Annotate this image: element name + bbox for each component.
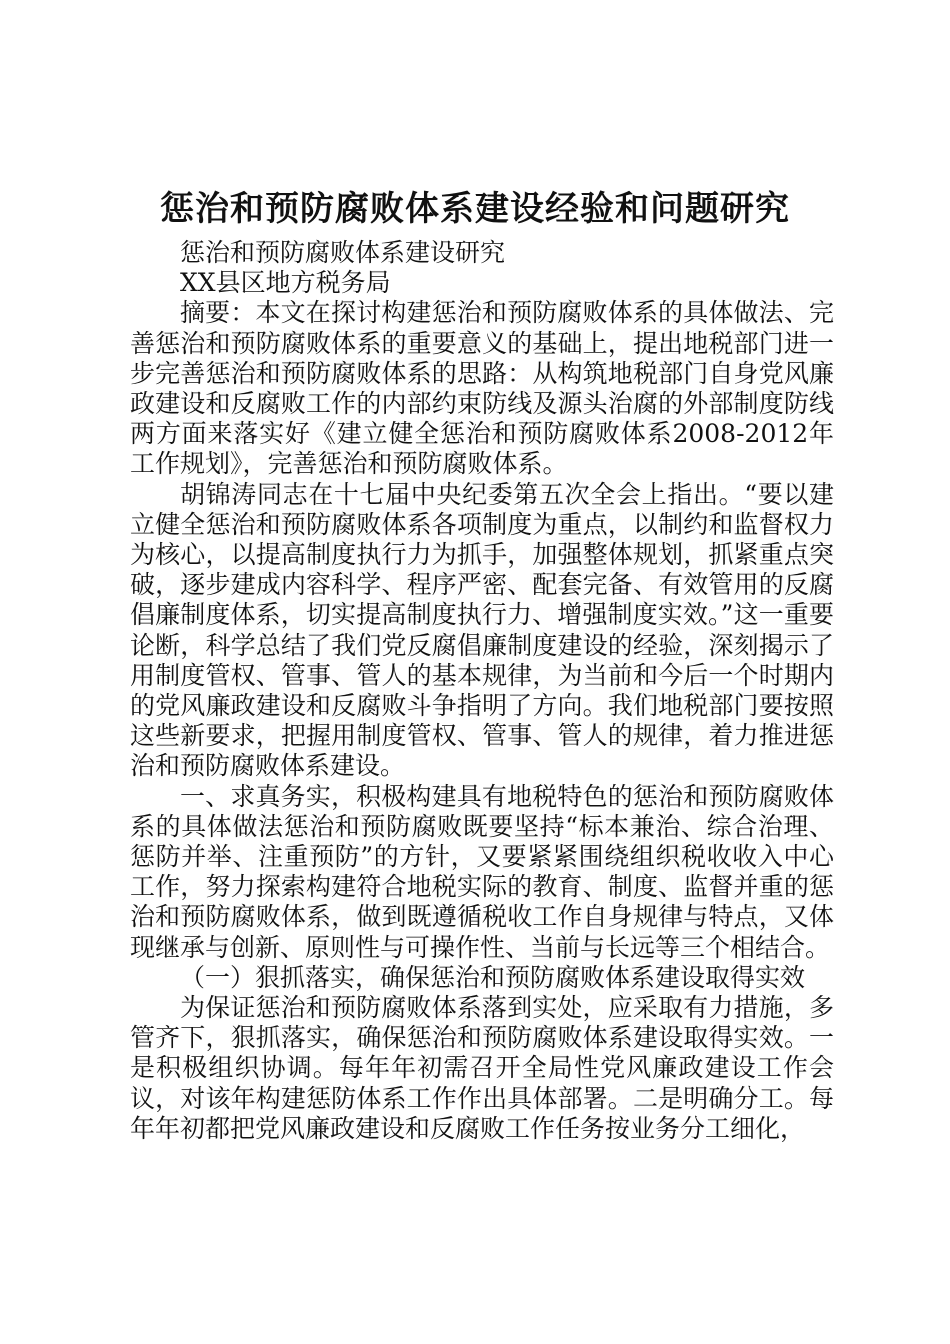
body-paragraph: 为保证惩治和预防腐败体系落到实处，应采取有力措施，多管齐下，狠抓落实，确保惩治和预防腐败体系建设取得实效。一是积极组织协调。每年年初需召开全局性党风廉政建设工作会议，对该年构建惩防体系工作作出具体部署。二是明确分工。每年年初都把党风廉政建设和反腐败工作任务按业务分工细化， [130,993,834,1143]
author-paragraph: XX县区地方税务局 [180,268,391,298]
document-title: 惩治和预防腐败体系建设经验和问题研究 [160,189,790,229]
section-paragraph: 一、求真务实，积极构建具有地税特色的惩治和预防腐败体系的具体做法惩治和预防腐败既要坚持“标本兼治、综合治理、惩防并举、注重预防”的方针，又要紧紧围绕组织税收收入中心工作，努力探索构建符合地税实际的教育、制度、监督并重的惩治和预防腐败体系，做到既遵循税收工作自身规律与特点，又体现继承与创新、原则性与可操作性、当前与长远等三个相结合。 [130,781,834,962]
subtitle-paragraph: 惩治和预防腐败体系建设研究 [180,238,506,267]
body-paragraph: 胡锦涛同志在十七届中央纪委第五次全会上指出。“要以建立健全惩治和预防腐败体系各项制度为重点，以制约和监督权力为核心，以提高制度执行力为抓手，加强整体规划，抓紧重点突破，逐步建成内容科学、程序严密、配套完备、有效管用的反腐倡廉制度体系，切实提高制度执行力、增强制度实效。”这一重要论断，科学总结了我们党反腐倡廉制度建设的经验，深刻揭示了用制度管权、管事、管人的基本规律，为当前和今后一个时期内的党风廉政建设和反腐败斗争指明了方向。我们地税部门要按照这些新要求，把握用制度管权、管事、管人的规律，着力推进惩治和预防腐败体系建设。 [130,479,834,781]
subsection-heading: （一）狠抓落实，确保惩治和预防腐败体系建设取得实效 [180,962,806,992]
document-body [130,238,834,1144]
abstract-paragraph: 摘要：本文在探讨构建惩治和预防腐败体系的具体做法、完善惩治和预防腐败体系的重要意义的基础上，提出地税部门进一步完善惩治和预防腐败体系的思路：从构筑地税部门自身党风廉政建设和反腐败工作的内部约束防线及源头治腐的外部制度防线两方面来落实好《建立健全惩治和预防腐败体系2008-2012年工作规划》，完善惩治和预防腐败体系。 [130,298,834,479]
